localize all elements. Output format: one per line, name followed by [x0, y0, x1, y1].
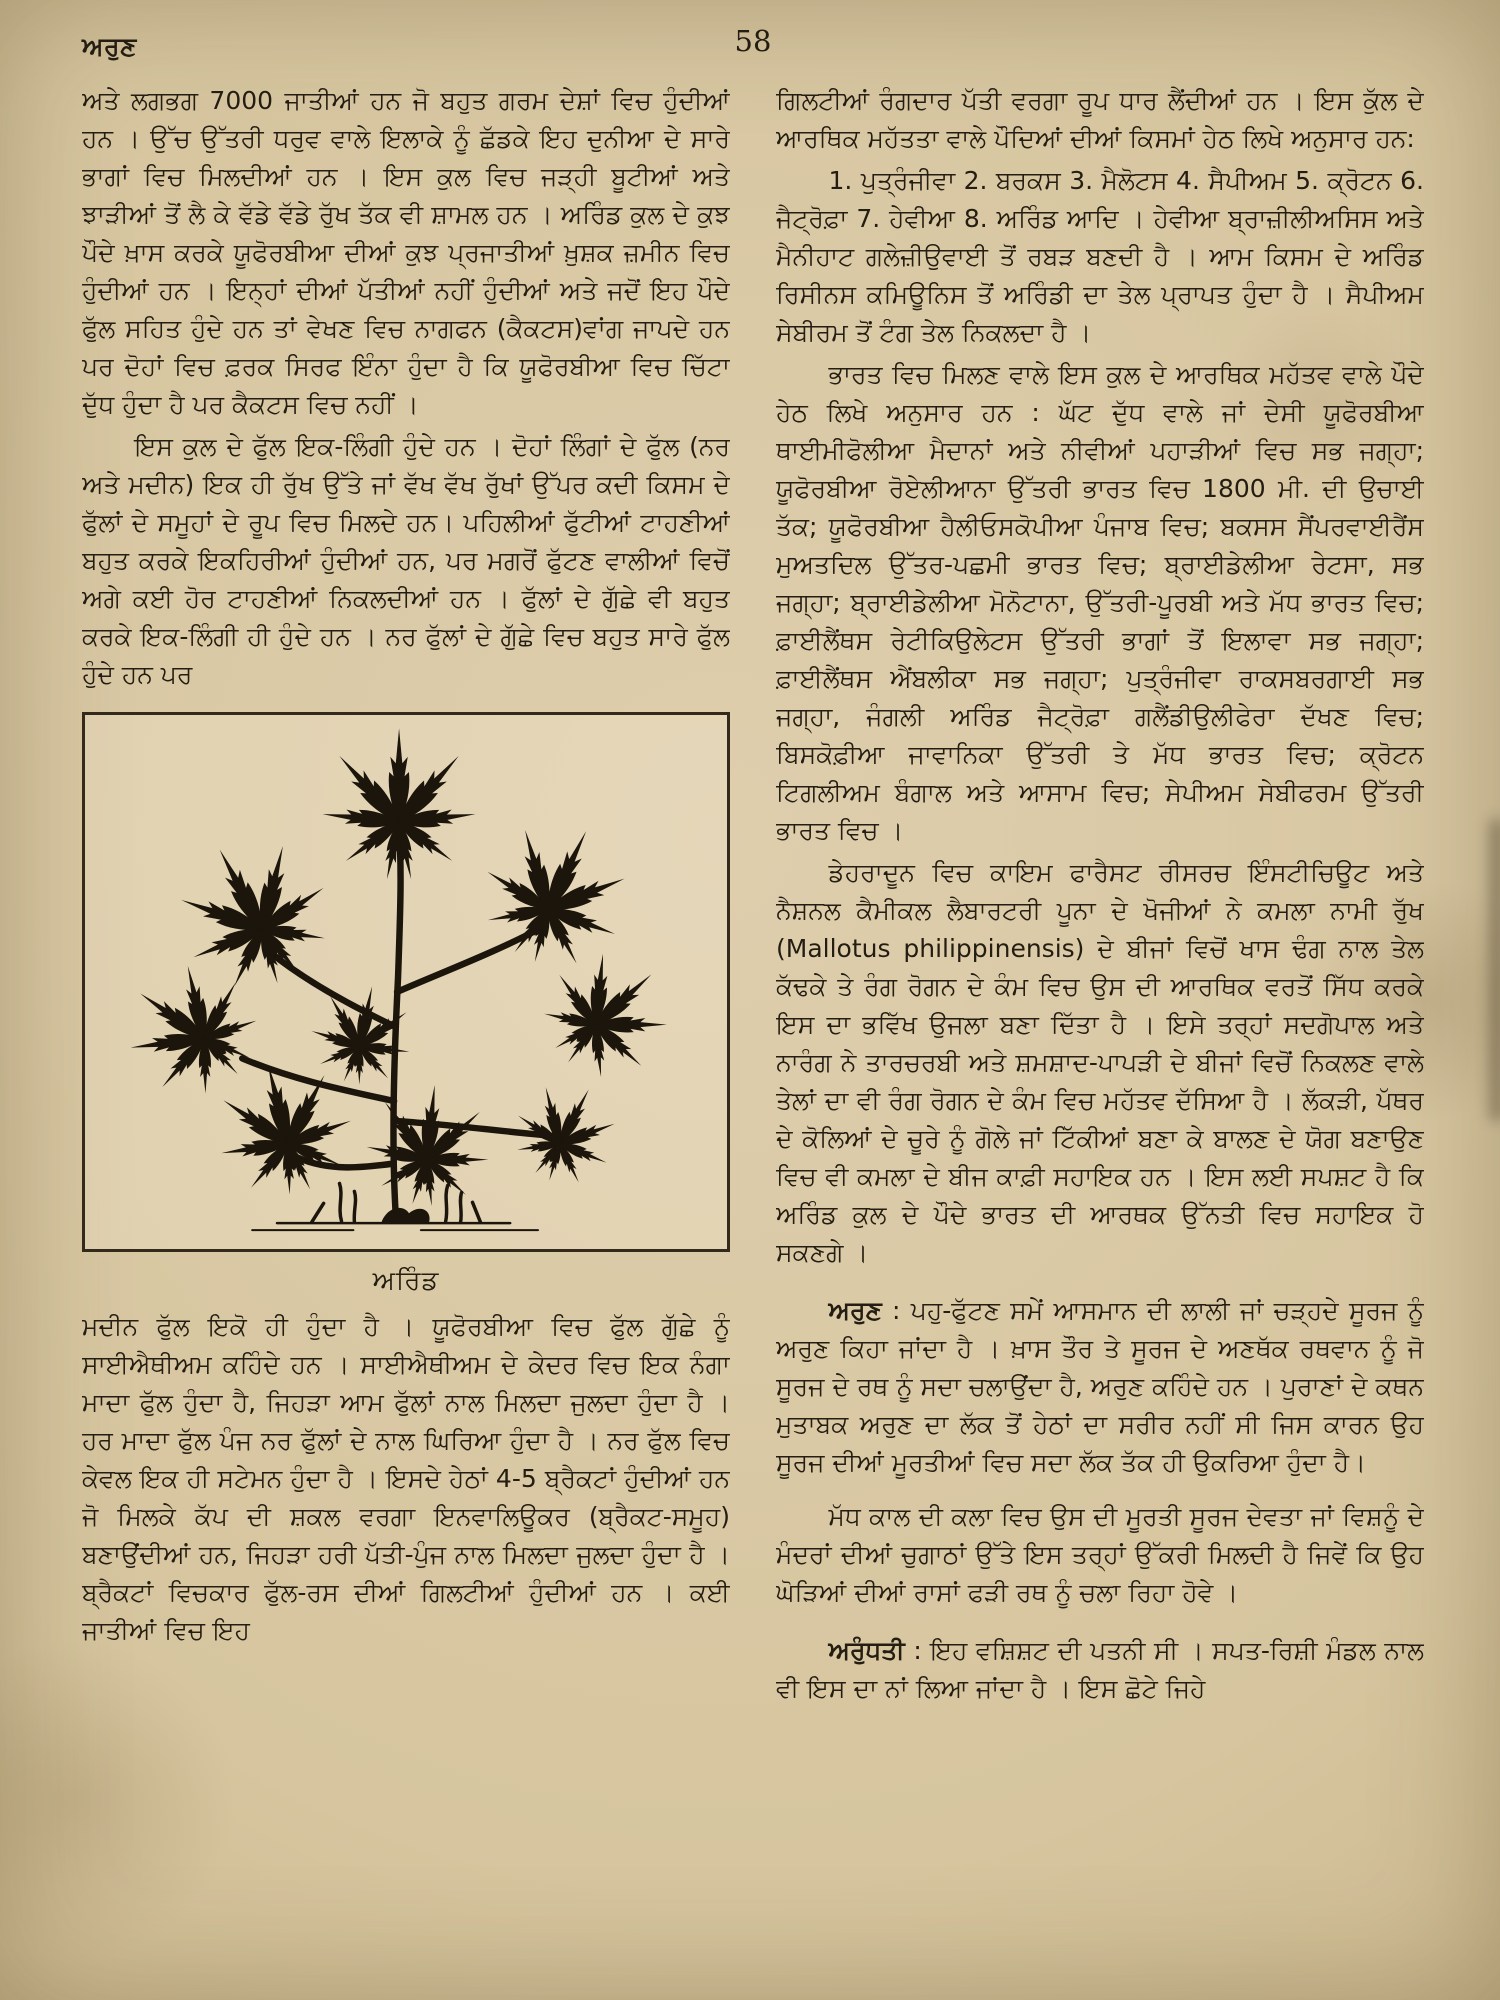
entry-arun [776, 1292, 1424, 1482]
entry-body-arundhati: : ਇਹ ਵਸ਼ਿਸ਼ਟ ਦੀ ਪਤਨੀ ਸੀ । ਸਪਤ-ਰਿਸ਼ੀ ਮੰਡਲ ਨਾਲ ਵੀ ਇਸ ਦਾ ਨਾਂ ਲਿਆ ਜਾਂਦਾ ਹੈ । ਇਸ ਛੋਟੇ ਜਿਹੇ [776, 1636, 1424, 1703]
paragraph-flowers: ਇਸ ਕੁਲ ਦੇ ਫੁੱਲ ਇਕ-ਲਿੰਗੀ ਹੁੰਦੇ ਹਨ । ਦੋਹਾਂ ਲਿੰਗਾਂ ਦੇ ਫੁੱਲ (ਨਰ ਅਤੇ ਮਦੀਨ) ਇਕ ਹੀ ਰੁੱਖ ਉੱਤੇ ਜਾਂ ਵੱਖ ਵੱਖ ਰੁੱਖਾਂ ਉੱਪਰ ਕਦੀ ਕਿਸਮ ਦੇ ਫੁੱਲਾਂ ਦੇ ਸਮੂਹਾਂ ਦੇ ਰੂਪ ਵਿਚ ਮਿਲਦੇ ਹਨ। ਪਹਿਲੀਆਂ ਫੁੱਟੀਆਂ ਟਾਹਣੀਆਂ ਬਹੁਤ ਕਰਕੇ ਇਕਹਿਰੀਆਂ ਹੁੰਦੀਆਂ ਹਨ, ਪਰ ਮਗਰੋਂ ਫੁੱਟਣ ਵਾਲੀਆਂ ਵਿਚੋਂ ਅਗੇ ਕਈ ਹੋਰ ਟਾਹਣੀਆਂ ਨਿਕਲਦੀਆਂ ਹਨ । ਫੁੱਲਾਂ ਦੇ ਗੁੱਛੇ ਵੀ ਬਹੁਤ ਕਰਕੇ ਇਕ-ਲਿੰਗੀ ਹੀ ਹੁੰਦੇ ਹਨ । ਨਰ ਫੁੱਲਾਂ ਦੇ ਗੁੱਛੇ ਵਿਚ ਬਹੁਤ ਸਾਰੇ ਫੁੱਲ ਹੁੰਦੇ ਹਨ ਪਰ [82, 432, 730, 689]
right-column [776, 82, 1424, 1972]
page-header [82, 24, 1424, 68]
figure-caption: ਅਰਿੰਡ [372, 1266, 440, 1296]
figure-frame [82, 712, 730, 1252]
paragraph-species-count: ਅਤੇ ਲਗਭਗ 7000 ਜਾਤੀਆਂ ਹਨ ਜੋ ਬਹੁਤ ਗਰਮ ਦੇਸ਼ਾਂ ਵਿਚ ਹੁੰਦੀਆਂ ਹਨ । ਉੱਚ ਉੱਤਰੀ ਧਰੁਵ ਵਾਲੇ ਇਲਾਕੇ ਨੂੰ ਛੱਡਕੇ ਇਹ ਦੁਨੀਆ ਦੇ ਸਾਰੇ ਭਾਗਾਂ ਵਿਚ ਮਿਲਦੀਆਂ ਹਨ । ਇਸ ਕੁਲ ਵਿਚ ਜੜ੍ਹੀ ਬੂਟੀਆਂ ਅਤੇ ਝਾੜੀਆਂ ਤੋਂ ਲੈ ਕੇ ਵੱਡੇ ਵੱਡੇ ਰੁੱਖ ਤੱਕ ਵੀ ਸ਼ਾਮਲ ਹਨ । ਅਰਿੰਡ ਕੁਲ ਦੇ ਕੁਝ ਪੌਦੇ ਖ਼ਾਸ ਕਰਕੇ ਯੂਫੋਰਬੀਆ ਦੀਆਂ ਕੁਝ ਪ੍ਰਜਾਤੀਆਂ ਖ਼ੁਸ਼ਕ ਜ਼ਮੀਨ ਵਿਚ ਹੁੰਦੀਆਂ ਹਨ । ਇਨ੍ਹਾਂ ਦੀਆਂ ਪੱਤੀਆਂ ਨਹੀਂ ਹੁੰਦੀਆਂ ਅਤੇ ਜਦੋਂ ਇਹ ਪੌਦੇ ਫੁੱਲ ਸਹਿਤ ਹੁੰਦੇ ਹਨ ਤਾਂ ਵੇਖਣ ਵਿਚ ਨਾਗਫਨ (ਕੈਕਟਸ)ਵਾਂਗ ਜਾਪਦੇ ਹਨ ਪਰ ਦੋਹਾਂ ਵਿਚ ਫ਼ਰਕ ਸਿਰਫ ਇੰਨਾ ਹੁੰਦਾ ਹੈ ਕਿ ਯੂਫੋਰਬੀਆ ਵਿਚ ਚਿੱਟਾ ਦੁੱਧ ਹੁੰਦਾ ਹੈ ਪਰ ਕੈਕਟਸ ਵਿਚ ਨਹੀਂ । [82, 86, 730, 419]
text-columns [82, 82, 1424, 1972]
entry-headword-arundhati: ਅਰੁੰਧਤੀ [828, 1636, 905, 1665]
paragraph-glands: ਗਿਲਟੀਆਂ ਰੰਗਦਾਰ ਪੱਤੀ ਵਰਗਾ ਰੂਪ ਧਾਰ ਲੈਂਦੀਆਂ ਹਨ । ਇਸ ਕੁੱਲ ਦੇ ਆਰਥਿਕ ਮਹੱਤਤਾ ਵਾਲੇ ਪੌਦਿਆਂ ਦੀਆਂ ਕਿਸਮਾਂ ਹੇਠ ਲਿਖੇ ਅਨੁਸਾਰ ਹਨ: [776, 86, 1424, 153]
paragraph-genera-list: 1. ਪੁਤ੍ਰੰਜੀਵਾ 2. ਬਰਕਸ 3. ਮੈਲੋਟਸ 4. ਸੈਪੀਅਮ 5. ਕ੍ਰੋਟਨ 6. ਜੈਟ੍ਰੋਫ਼ਾ 7. ਹੇਵੀਆ 8. ਅਰਿੰਡ ਆਦਿ । ਹੇਵੀਆ ਬ੍ਰਾਜ਼ੀਲੀਅਸਿਸ ਅਤੇ ਮੈਨੀਹਾਟ ਗਲੇਜ਼ੀਉਵਾਈ ਤੋਂ ਰਬੜ ਬਣਦੀ ਹੈ । ਆਮ ਕਿਸਮ ਦੇ ਅਰਿੰਡ ਰਿਸੀਨਸ ਕਮਿਊਨਿਸ ਤੋਂ ਅਰਿੰਡੀ ਦਾ ਤੇਲ ਪ੍ਰਾਪਤ ਹੁੰਦਾ ਹੈ । ਸੈਪੀਅਮ ਸੇਬੀਰਮ ਤੋਂ ਟੰਗ ਤੇਲ ਨਿਕਲਦਾ ਹੈ । [776, 166, 1424, 347]
left-column [82, 82, 730, 1972]
entry-arundhati [776, 1632, 1424, 1708]
castor-plant-figure [82, 712, 730, 1300]
paragraph-research: ਡੇਹਰਾਦੂਨ ਵਿਚ ਕਾਇਮ ਫਾਰੈਸਟ ਰੀਸਰਚ ਇੰਸਟੀਚਿਊਟ ਅਤੇ ਨੈਸ਼ਨਲ ਕੈਮੀਕਲ ਲੈਬਾਰਟਰੀ ਪੂਨਾ ਦੇ ਖੋਜੀਆਂ ਨੇ ਕਮਲਾ ਨਾਮੀ ਰੁੱਖ (Mallotus philippinensis) ਦੇ ਬੀਜਾਂ ਵਿਚੋਂ ਖਾਸ ਢੰਗ ਨਾਲ ਤੇਲ ਕੱਢਕੇ ਤੇ ਰੰਗ ਰੋਗਨ ਦੇ ਕੰਮ ਵਿਚ ਉਸ ਦੀ ਆਰਥਿਕ ਵਰਤੋਂ ਸਿੱਧ ਕਰਕੇ ਇਸ ਦਾ ਭਵਿੱਖ ਉਜਲਾ ਬਣਾ ਦਿੱਤਾ ਹੈ । ਇਸੇ ਤਰ੍ਹਾਂ ਸਦਗੋਪਾਲ ਅਤੇ ਨਾਰੰਗ ਨੇ ਤਾਰਚਰਬੀ ਅਤੇ ਸ਼ਮਸ਼ਾਦ-ਪਾਪੜੀ ਦੇ ਬੀਜਾਂ ਵਿਚੋਂ ਨਿਕਲਣ ਵਾਲੇ ਤੇਲਾਂ ਦਾ ਵੀ ਰੰਗ ਰੋਗਨ ਦੇ ਕੰਮ ਵਿਚ ਮਹੱਤਵ ਦੱਸਿਆ ਹੈ । ਲੱਕੜੀ, ਪੱਥਰ ਦੇ ਕੋਲਿਆਂ ਦੇ ਚੂਰੇ ਨੂੰ ਗੋਲੇ ਜਾਂ ਟਿੱਕੀਆਂ ਬਣਾ ਕੇ ਬਾਲਣ ਦੇ ਯੋਗ ਬਣਾਉਣ ਵਿਚ ਵੀ ਕਮਲਾ ਦੇ ਬੀਜ ਕਾਫ਼ੀ ਸਹਾਇਕ ਹਨ । ਇਸ ਲਈ ਸਪਸ਼ਟ ਹੈ ਕਿ ਅਰਿੰਡ ਕੁਲ ਦੇ ਪੌਦੇ ਭਾਰਤ ਦੀ ਆਰਥਕ ਉੱਨਤੀ ਵਿਚ ਸਹਾਇਕ ਹੋ ਸਕਣਗੇ । [776, 858, 1424, 1267]
castor-plant-illustration [89, 719, 723, 1245]
paragraph-india-species: ਭਾਰਤ ਵਿਚ ਮਿਲਣ ਵਾਲੇ ਇਸ ਕੁਲ ਦੇ ਆਰਥਿਕ ਮਹੱਤਵ ਵਾਲੇ ਪੌਦੇ ਹੇਠ ਲਿਖੇ ਅਨੁਸਾਰ ਹਨ : ਘੱਟ ਦੁੱਧ ਵਾਲੇ ਜਾਂ ਦੇਸੀ ਯੂਫੋਰਬੀਆ ਥਾਈਮੀਫੋਲੀਆ ਮੈਦਾਨਾਂ ਅਤੇ ਨੀਵੀਆਂ ਪਹਾੜੀਆਂ ਵਿਚ ਸਭ ਜਗ੍ਹਾ; ਯੂਫੋਰਬੀਆ ਰੋਏਲੀਆਨਾ ਉੱਤਰੀ ਭਾਰਤ ਵਿਚ 1800 ਮੀ. ਦੀ ਉਚਾਈ ਤੱਕ; ਯੂਫੋਰਬੀਆ ਹੈਲੀਓਸਕੋਪੀਆ ਪੰਜਾਬ ਵਿਚ; ਬਕਸਸ ਸੈਂਪਰਵਾਈਰੈਂਸ ਮੁਅਤਦਿਲ ਉੱਤਰ-ਪਛਮੀ ਭਾਰਤ ਵਿਚ; ਬ੍ਰਾਈਡੇਲੀਆ ਰੇਟਸਾ, ਸਭ ਜਗ੍ਹਾ; ਬ੍ਰਾਈਡੇਲੀਆ ਮੋਨੋਟਾਨਾ, ਉੱਤਰੀ-ਪੂਰਬੀ ਅਤੇ ਮੱਧ ਭਾਰਤ ਵਿਚ; ਫ਼ਾਈਲੈਂਥਸ ਰੇਟੀਕਿਉਲੇਟਸ ਉੱਤਰੀ ਭਾਗਾਂ ਤੋਂ ਇਲਾਵਾ ਸਭ ਜਗ੍ਹਾ; ਫ਼ਾਈਲੈਂਥਸ ਐਂਬਲੀਕਾ ਸਭ ਜਗ੍ਹਾ; ਪੁਤ੍ਰੰਜੀਵਾ ਰਾਕਸਬਰਗਾਈ ਸਭ ਜਗ੍ਹਾ, ਜੰਗਲੀ ਅਰਿੰਡ ਜੈਟ੍ਰੋਫ਼ਾ ਗਲੈਂਡੀਉਲੀਫੇਰਾ ਦੱਖਣ ਵਿਚ; ਬਿਸਕੋਫ਼ੀਆ ਜਾਵਾਨਿਕਾ ਉੱਤਰੀ ਤੇ ਮੱਧ ਭਾਰਤ ਵਿਚ; ਕ੍ਰੋਟਨ ਟਿਗਲੀਅਮ ਬੰਗਾਲ ਅਤੇ ਆਸਾਮ ਵਿਚ; ਸੇਪੀਅਮ ਸੇਬੀਫਰਮ ਉੱਤਰੀ ਭਾਰਤ ਵਿਚ । [776, 360, 1424, 845]
paragraph-cyathium: ਮਦੀਨ ਫੁੱਲ ਇਕੋ ਹੀ ਹੁੰਦਾ ਹੈ । ਯੂਫੋਰਬੀਆ ਵਿਚ ਫੁੱਲ ਗੁੱਛੇ ਨੂੰ ਸਾਈਐਥੀਅਮ ਕਹਿੰਦੇ ਹਨ । ਸਾਈਐਥੀਅਮ ਦੇ ਕੇਦਰ ਵਿਚ ਇਕ ਨੰਗਾ ਮਾਦਾ ਫੁੱਲ ਹੁੰਦਾ ਹੈ, ਜਿਹੜਾ ਆਮ ਫੁੱਲਾਂ ਨਾਲ ਮਿਲਦਾ ਜੁਲਦਾ ਹੁੰਦਾ ਹੈ । ਹਰ ਮਾਦਾ ਫੁੱਲ ਪੰਜ ਨਰ ਫੁੱਲਾਂ ਦੇ ਨਾਲ ਘਿਰਿਆ ਹੁੰਦਾ ਹੈ । ਨਰ ਫੁੱਲ ਵਿਚ ਕੇਵਲ ਇਕ ਹੀ ਸਟੇਮਨ ਹੁੰਦਾ ਹੈ । ਇਸਦੇ ਹੇਠਾਂ 4-5 ਬ੍ਰੈਕਟਾਂ ਹੁੰਦੀਆਂ ਹਨ ਜੋ ਮਿਲਕੇ ਕੱਪ ਦੀ ਸ਼ਕਲ ਵਰਗਾ ਇਨਵਾਲਿਊਕਰ (ਬ੍ਰੈਕਟ-ਸਮੂਹ) ਬਣਾਉਂਦੀਆਂ ਹਨ, ਜਿਹੜਾ ਹਰੀ ਪੱਤੀ-ਪੁੰਜ ਨਾਲ ਮਿਲਦਾ ਜੁਲਦਾ ਹੁੰਦਾ ਹੈ । ਬ੍ਰੈਕਟਾਂ ਵਿਚਕਾਰ ਫੁੱਲ-ਰਸ ਦੀਆਂ ਗਿਲਟੀਆਂ ਹੁੰਦੀਆਂ ਹਨ । ਕਈ ਜਾਤੀਆਂ ਵਿਚ ਇਹ [82, 1312, 730, 1645]
paragraph-arun-art: ਮੱਧ ਕਾਲ ਦੀ ਕਲਾ ਵਿਚ ਉਸ ਦੀ ਮੂਰਤੀ ਸੂਰਜ ਦੇਵਤਾ ਜਾਂ ਵਿਸ਼ਨੂੰ ਦੇ ਮੰਦਰਾਂ ਦੀਆਂ ਚੁਗਾਠਾਂ ਉੱਤੇ ਇਸ ਤਰ੍ਹਾਂ ਉੱਕਰੀ ਮਿਲਦੀ ਹੈ ਜਿਵੇਂ ਕਿ ਉਹ ਘੋੜਿਆਂ ਦੀਆਂ ਰਾਸਾਂ ਫੜੀ ਰਥ ਨੂੰ ਚਲਾ ਰਿਹਾ ਹੋਵੇ । [776, 1502, 1424, 1607]
entry-body-arun: : ਪਹੁ-ਫੁੱਟਣ ਸਮੇਂ ਆਸਮਾਨ ਦੀ ਲਾਲੀ ਜਾਂ ਚੜ੍ਹਦੇ ਸੂਰਜ ਨੂੰ ਅਰੁਣ ਕਿਹਾ ਜਾਂਦਾ ਹੈ । ਖ਼ਾਸ ਤੌਰ ਤੇ ਸੂਰਜ ਦੇ ਅਣਥੱਕ ਰਥਵਾਨ ਨੂੰ ਜੋ ਸੂਰਜ ਦੇ ਰਥ ਨੂੰ ਸਦਾ ਚਲਾਉਂਦਾ ਹੈ, ਅਰੁਣ ਕਹਿੰਦੇ ਹਨ । ਪੁਰਾਣਾਂ ਦੇ ਕਥਨ ਮੁਤਾਬਕ ਅਰੁਣ ਦਾ ਲੱਕ ਤੋਂ ਹੇਠਾਂ ਦਾ ਸਰੀਰ ਨਹੀਂ ਸੀ ਜਿਸ ਕਾਰਨ ਉਹ ਸੂਰਜ ਦੀਆਂ ਮੂਰਤੀਆਂ ਵਿਚ ਸਦਾ ਲੱਕ ਤੱਕ ਹੀ ਉਕਰਿਆ ਹੁੰਦਾ ਹੈ। [776, 1296, 1424, 1477]
entry-headword-arun: ਅਰੁਣ [828, 1296, 882, 1325]
page-number: 58 [734, 24, 772, 58]
running-head: ਅਰੁਣ [82, 32, 137, 61]
